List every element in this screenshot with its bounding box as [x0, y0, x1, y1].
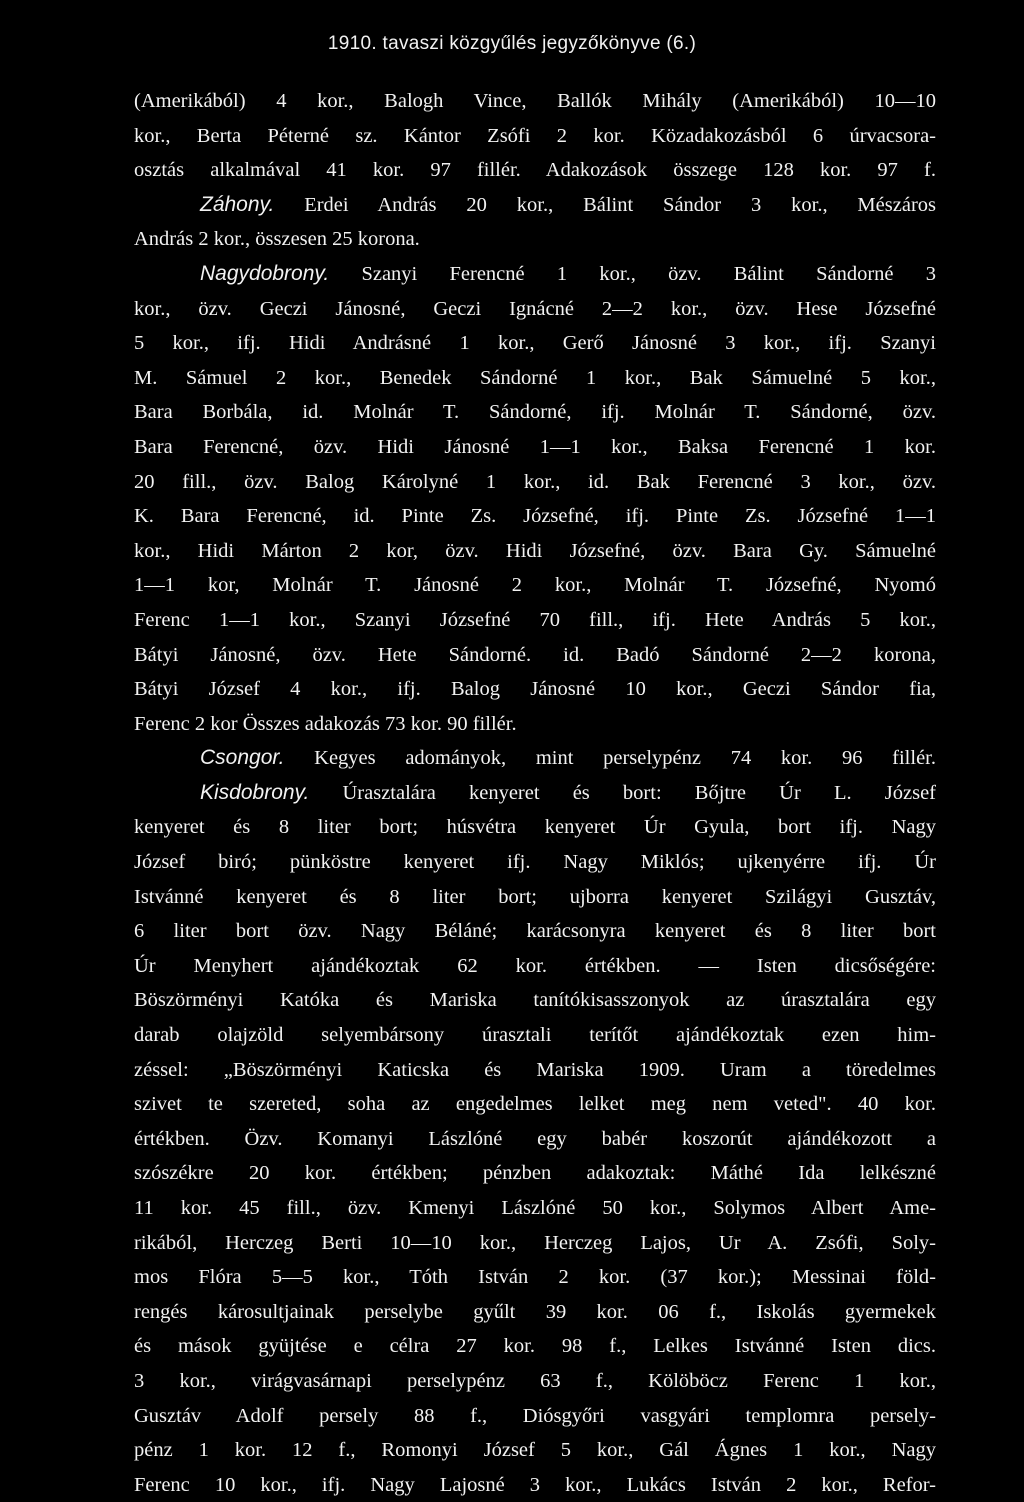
line-text: M. Sámuel 2 kor., Benedek Sándorné 1 kor., Bak Sámuelné 5 kor., — [134, 366, 936, 389]
text-line — [134, 845, 936, 880]
text-line — [134, 810, 936, 845]
text-line — [134, 707, 936, 742]
line-text: 11 kor. 45 fill., özv. Kmenyi Lászlóné 50 kor., Solymos Albert Ame- — [134, 1197, 936, 1219]
page-header: 1910. tavaszi közgyűlés jegyzőkönyve (6.) — [327, 33, 697, 54]
line-text: kenyeret és 8 liter bort; húsvétra kenyeret Úr Gyula, bort ifj. Nagy — [134, 816, 936, 839]
line-text: 3 kor., virágvasárnapi perselypénz 63 f., Kölöböcz Ferenc 1 kor., — [134, 1369, 936, 1392]
text-line — [134, 568, 936, 603]
line-text: András 2 kor., összesen 25 korona. — [134, 228, 420, 251]
line-text: Bara Ferencné, özv. Hidi Jánosné 1—1 kor., Baksa Ferencné 1 kor. — [134, 435, 936, 458]
text-line — [134, 1433, 936, 1468]
line-text: és mások gyüjtése e célra 27 kor. 98 f., Lelkes Istvánné Isten dics. — [134, 1335, 936, 1358]
line-text: rengés károsultjainak perselybe gyűlt 39 kor. 06 f., Iskolás gyermekek — [134, 1300, 936, 1323]
line-text: Bara Borbála, id. Molnár T. Sándorné, ifj. Molnár T. Sándorné, özv. — [134, 401, 936, 424]
text-line — [134, 153, 936, 188]
line-text: 20 fill., özv. Balog Károlyné 1 kor., id. Bak Ferencné 3 kor., özv. — [134, 470, 936, 493]
text-line — [134, 741, 936, 776]
line-text: K. Bara Ferencné, id. Pinte Zs. Józsefné, ifj. Pinte Zs. Józsefné 1—1 — [134, 505, 936, 528]
text-line — [134, 395, 936, 430]
text-line — [134, 361, 936, 396]
line-text: szószékre 20 kor. értékben; pénzben adakoztak: Máthé Ida lelkészné — [134, 1162, 936, 1185]
line-text: Ferenc 2 kor Összes adakozás 73 kor. 90 fillér. — [134, 712, 517, 735]
line-text: Gusztáv Adolf persely 88 f., Diósgyőri vasgyári templomra persely- — [134, 1404, 936, 1427]
line-text: Kegyes adományok, mint perselypénz 74 kor. 96 fillér. — [284, 747, 936, 770]
text-line — [134, 1364, 936, 1399]
text-line — [134, 1087, 936, 1122]
text-line — [134, 1468, 936, 1502]
line-text: Bátyi József 4 kor., ifj. Balog Jánosné 10 kor., Geczi Sándor fia, — [134, 678, 936, 701]
text-line — [134, 1226, 936, 1261]
text-line — [134, 1399, 936, 1434]
line-text: kor., Hidi Márton 2 kor, özv. Hidi Józsefné, özv. Bara Gy. Sámuelné — [134, 539, 936, 562]
line-text: osztás alkalmával 41 kor. 97 fillér. Adakozások összege 128 kor. 97 f. — [134, 159, 936, 182]
place-name: Csongor. — [200, 746, 285, 770]
text-line — [134, 257, 936, 292]
text-line — [134, 1053, 936, 1088]
line-text: darab olajzöld selyembársony úrasztali terítőt ajándékoztak ezen him- — [134, 1024, 936, 1047]
line-text: (Amerikából) 4 kor., Balogh Vince, Ballók Mihály (Amerikából) 10—10 — [134, 90, 936, 112]
text-line — [134, 1295, 936, 1330]
text-line — [134, 776, 936, 811]
text-line — [134, 465, 936, 500]
text-line — [134, 672, 936, 707]
line-text: 1—1 kor, Molnár T. Jánosné 2 kor., Molnár T. Józsefné, Nyomó — [134, 574, 936, 597]
text-line — [134, 880, 936, 915]
line-text: Ferenc 10 kor., ifj. Nagy Lajosné 3 kor., Lukács István 2 kor., Refor- — [134, 1473, 936, 1496]
text-line — [134, 1260, 936, 1295]
text-line — [134, 534, 936, 569]
text-line — [134, 84, 936, 119]
line-text: Úrasztalára kenyeret és bort: Bőjtre Úr L. József — [309, 781, 936, 804]
line-text: rikából, Herczeg Berti 10—10 kor., Herczeg Lajos, Ur A. Zsófi, Soly- — [134, 1231, 936, 1254]
text-line — [134, 1018, 936, 1053]
text-line — [134, 914, 936, 949]
text-line — [134, 603, 936, 638]
line-text: kor., özv. Geczi Jánosné, Geczi Ignácné 2—2 kor., özv. Hese Józsefné — [134, 297, 936, 320]
text-line — [134, 326, 936, 361]
text-line — [134, 1122, 936, 1157]
text-line — [134, 949, 936, 984]
line-text: 5 kor., ifj. Hidi Andrásné 1 kor., Gerő Jánosné 3 kor., ifj. Szanyi — [134, 332, 936, 355]
line-text: 6 liter bort özv. Nagy Béláné; karácsonyra kenyeret és 8 liter bort — [134, 920, 936, 943]
text-line — [134, 222, 936, 257]
text-line — [134, 430, 936, 465]
line-text: Istvánné kenyeret és 8 liter bort; ujborra kenyeret Szilágyi Gusztáv, — [134, 885, 936, 908]
text-line — [134, 1156, 936, 1191]
line-text: Szanyi Ferencné 1 kor., özv. Bálint Sándorné 3 — [329, 262, 936, 285]
text-line — [134, 638, 936, 673]
text-line — [134, 983, 936, 1018]
line-text: zéssel: „Böszörményi Katicska és Mariska 1909. Uram a töredelmes — [134, 1058, 936, 1081]
text-line — [134, 1191, 936, 1226]
line-text: mos Flóra 5—5 kor., Tóth István 2 kor. (37 kor.); Messinai föld- — [134, 1266, 936, 1289]
line-text: Bátyi Jánosné, özv. Hete Sándorné. id. Badó Sándorné 2—2 korona, — [134, 643, 936, 666]
place-name: Nagydobrony. — [200, 261, 330, 285]
line-text: Úr Menyhert ajándékoztak 62 kor. értékben. — Isten dicsőségére: — [134, 954, 936, 977]
text-line — [134, 188, 936, 223]
document-body — [134, 84, 936, 1502]
text-line — [134, 292, 936, 327]
text-line — [134, 1329, 936, 1364]
text-line — [134, 499, 936, 534]
line-text: Ferenc 1—1 kor., Szanyi Józsefné 70 fill., ifj. Hete András 5 kor., — [134, 608, 936, 631]
line-text: szivet te szereted, soha az engedelmes lelket meg nem veted". 40 kor. — [134, 1093, 936, 1116]
line-text: kor., Berta Péterné sz. Kántor Zsófi 2 kor. Közadakozásból 6 úrvacsora- — [134, 124, 936, 147]
line-text: Böszörményi Katóka és Mariska tanítókisasszonyok az úrasztalára egy — [134, 989, 936, 1012]
place-name: Záhony. — [200, 192, 275, 216]
text-line — [134, 119, 936, 154]
line-text: Erdei András 20 kor., Bálint Sándor 3 kor., Mészáros — [274, 193, 936, 216]
line-text: értékben. Özv. Komanyi Lászlóné egy babér koszorút ajándékozott a — [134, 1127, 936, 1150]
line-text: pénz 1 kor. 12 f., Romonyi József 5 kor., Gál Ágnes 1 kor., Nagy — [134, 1439, 936, 1462]
line-text: József biró; pünköstre kenyeret ifj. Nagy Miklós; ujkenyérre ifj. Úr — [134, 851, 936, 874]
place-name: Kisdobrony. — [200, 780, 310, 804]
